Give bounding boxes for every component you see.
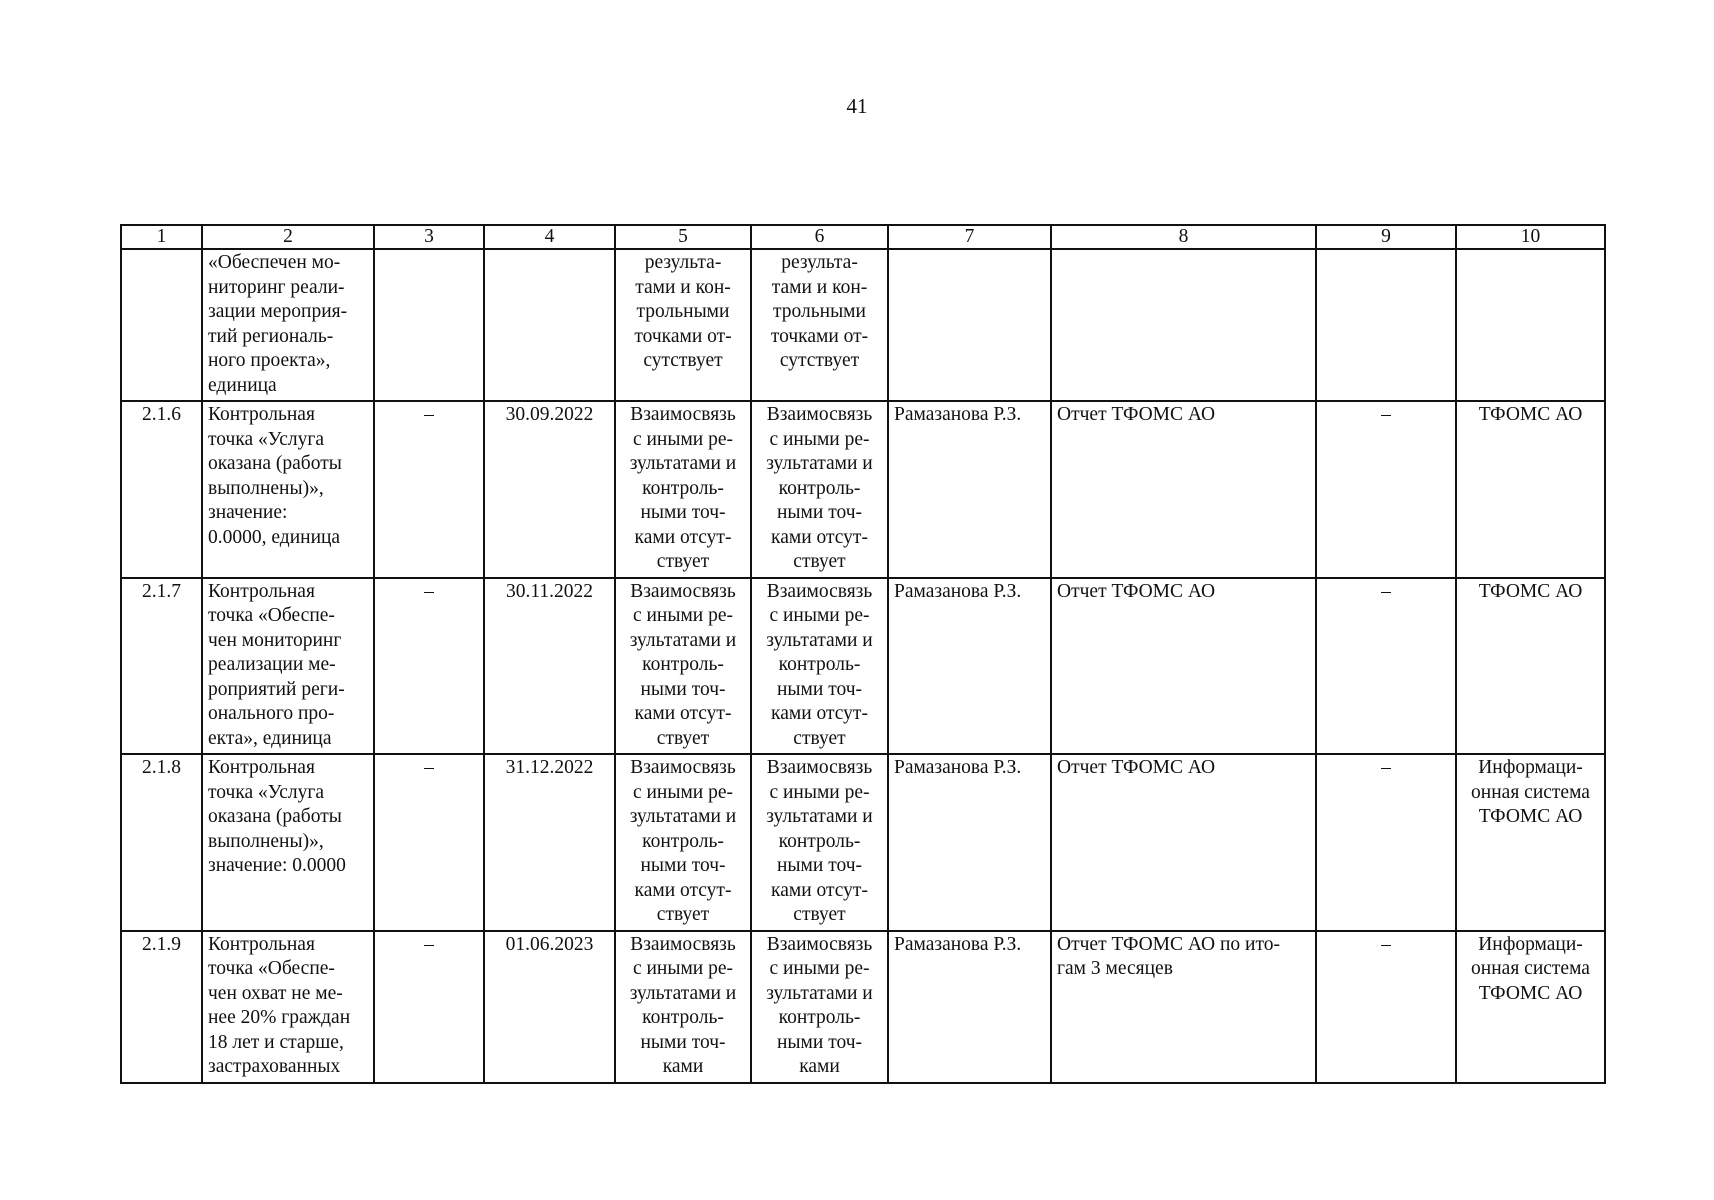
cell-document <box>1051 249 1316 401</box>
cell-text: ТФОМС АО <box>1478 404 1583 425</box>
table-row <box>121 401 1605 578</box>
cell-document <box>1051 931 1316 1083</box>
cell-col3: – <box>374 401 484 578</box>
cell-col3: – <box>374 931 484 1083</box>
cell-relation <box>751 754 888 931</box>
cell-col3: – <box>374 578 484 755</box>
cell-responsible: Рамазанова Р.З. <box>888 401 1051 578</box>
cell-number: 2.1.6 <box>121 401 202 578</box>
cell-description <box>202 931 374 1083</box>
cell-col3: – <box>374 754 484 931</box>
cell-source <box>1456 249 1605 401</box>
cell-date <box>484 249 615 401</box>
cell-relation <box>615 401 751 578</box>
column-header-8: 8 <box>1051 225 1316 249</box>
cell-document <box>1051 578 1316 755</box>
cell-date: 30.09.2022 <box>484 401 615 578</box>
cell-text: Взаимосвязь с иными ре- зультатами и контроль- ными точ- ками отсут- ствует <box>629 404 737 572</box>
cell-text: Отчет ТФОМС АО <box>1057 757 1216 778</box>
cell-relation <box>751 249 888 401</box>
table-row <box>121 249 1605 401</box>
cell-text: Взаимосвязь с иными ре- зультатами и контроль- ными точ- ками отсут- ствует <box>766 757 873 925</box>
column-header-1: 1 <box>121 225 202 249</box>
cell-relation <box>615 754 751 931</box>
cell-text: Отчет ТФОМС АО <box>1057 404 1216 425</box>
cell-text: результа- тами и кон- трольными точками от- сутствует <box>770 252 869 371</box>
cell-col3 <box>374 249 484 401</box>
column-header-4: 4 <box>484 225 615 249</box>
column-header-7: 7 <box>888 225 1051 249</box>
cell-date: 30.11.2022 <box>484 578 615 755</box>
cell-relation <box>751 401 888 578</box>
cell-text: Взаимосвязь с иными ре- зультатами и контроль- ными точ- ками отсут- ствует <box>766 580 873 749</box>
cell-source <box>1456 931 1605 1083</box>
cell-relation <box>615 578 751 755</box>
cell-text: Контрольная точка «Обеспе- чен охват не ме- нее 20% граждан 18 лет и старше, застрахованных <box>208 933 351 1077</box>
cell-relation <box>615 931 751 1083</box>
cell-relation <box>751 578 888 755</box>
cell-text: Информаци- онная система ТФОМС АО <box>1471 757 1590 827</box>
page-number: 41 <box>846 94 868 118</box>
cell-col9: – <box>1316 578 1456 755</box>
column-header-2: 2 <box>202 225 374 249</box>
column-header-5: 5 <box>615 225 751 249</box>
cell-description <box>202 754 374 931</box>
cell-source <box>1456 578 1605 755</box>
cell-col9 <box>1316 249 1456 401</box>
cell-text: Взаимосвязь с иными ре- зультатами и контроль- ными точ- ками отсут- ствует <box>766 404 873 572</box>
cell-text: Контрольная точка «Услуга оказана (работы выполнены)», значение: 0.0000, единица <box>208 404 342 548</box>
cell-text: ТФОМС АО <box>1478 580 1583 602</box>
cell-col9: – <box>1316 931 1456 1083</box>
cell-col9: – <box>1316 754 1456 931</box>
cell-responsible: Рамазанова Р.З. <box>888 931 1051 1083</box>
cell-responsible: Рамазанова Р.З. <box>888 754 1051 931</box>
cell-text: Взаимосвязь с иными ре- зультатами и контроль- ными точ- ками <box>766 933 873 1077</box>
cell-number: 2.1.8 <box>121 754 202 931</box>
data-table <box>120 224 1606 1084</box>
table-row <box>121 931 1605 1083</box>
cell-text: «Обеспечен мо- ниторинг реали- зации мероприя- тий региональ- ного проекта», единица <box>208 252 348 396</box>
table-row <box>121 578 1605 755</box>
cell-source <box>1456 401 1605 578</box>
column-header-6: 6 <box>751 225 888 249</box>
cell-document <box>1051 401 1316 578</box>
cell-description <box>202 578 374 755</box>
table-row <box>121 754 1605 931</box>
cell-text: Отчет ТФОМС АО по ито- гам 3 месяцев <box>1057 933 1280 979</box>
cell-date: 31.12.2022 <box>484 754 615 931</box>
cell-text: Взаимосвязь с иными ре- зультатами и контроль- ными точ- ками отсут- ствует <box>629 757 737 925</box>
cell-description <box>202 401 374 578</box>
cell-responsible <box>888 249 1051 401</box>
column-header-9: 9 <box>1316 225 1456 249</box>
cell-text: Взаимосвязь с иными ре- зультатами и контроль- ными точ- ками отсут- ствует <box>629 580 737 749</box>
cell-description <box>202 249 374 401</box>
cell-relation <box>751 931 888 1083</box>
column-header-10: 10 <box>1456 225 1605 249</box>
cell-relation <box>615 249 751 401</box>
cell-text: Информаци- онная система ТФОМС АО <box>1471 933 1590 1004</box>
cell-text: Контрольная точка «Обеспе- чен мониторинг реализации ме- роприятий реги- онального про- екта», единица <box>208 580 345 749</box>
cell-source <box>1456 754 1605 931</box>
table-header-row <box>121 225 1605 249</box>
cell-number: 2.1.9 <box>121 931 202 1083</box>
cell-date: 01.06.2023 <box>484 931 615 1083</box>
cell-document <box>1051 754 1316 931</box>
cell-text: Взаимосвязь с иными ре- зультатами и контроль- ными точ- ками <box>629 933 737 1077</box>
column-header-3: 3 <box>374 225 484 249</box>
cell-responsible: Рамазанова Р.З. <box>888 578 1051 755</box>
cell-number <box>121 249 202 401</box>
cell-text: результа- тами и кон- трольными точками от- сутствует <box>634 252 732 371</box>
cell-text: Контрольная точка «Услуга оказана (работы выполнены)», значение: 0.0000 <box>208 757 346 876</box>
cell-col9: – <box>1316 401 1456 578</box>
cell-text: Отчет ТФОМС АО <box>1057 580 1216 602</box>
cell-number: 2.1.7 <box>121 578 202 755</box>
